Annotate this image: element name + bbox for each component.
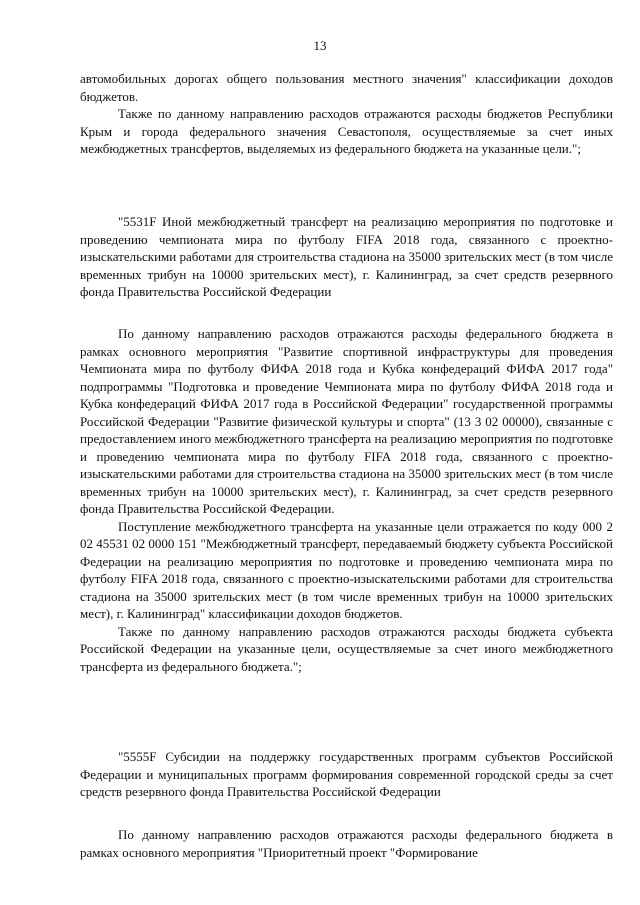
paragraph-priority-project: По данному направлению расходов отражаются расходы федерального бюджета в рамках основного мероприятия "Приоритетный проект "Формирование — [80, 827, 613, 860]
section-5531f-body — [80, 325, 613, 675]
paragraph-federal-expenses: По данному направлению расходов отражаются расходы федерального бюджета в рамках основного мероприятия "Развитие спортивной инфраструктуры для проведения Чемпионата мира по футболу ФИФА 2018 года и Кубка конфедераций ФИФА 2017 года" подпрограммы "Подготовка и проведение Чемпионата мира по футболу ФИФА 2018 года и Кубка конфедераций ФИФА 2017 года в Российской Федерации" государственной программы Российской Федерации "Развитие физической культуры и спорта" (13 3 02 00000), связанные с предоставлением иного межбюджетного трансферта на реализацию мероприятия по подготовке и проведению чемпионата мира по футболу FIFA 2018 года, связанного с проектно-изыскательскими работами для строительства стадиона на 35000 зрительских мест (в том числе временных трибун на 10000 зрительских мест), г. Калининград, за счет средств резервного фонда Правительства Российской Федерации. — [80, 326, 613, 516]
paragraph-revenue-code: Поступление межбюджетного трансферта на указанные цели отражается по коду 000 2 02 45531 02 0000 151 "Межбюджетный трансферт, передаваемый бюджету субъекта Российской Федерации на реализацию мероприятия по подготовке и проведению чемпионата мира по футболу FIFA 2018 года, связанного с проектно-изыскательскими работами для строительства стадиона на 35000 зрительских мест (в том числе временных трибун на 10000 зрительских мест), г. Калининград" классификации доходов бюджетов. — [80, 518, 613, 621]
section-heading-5555f — [80, 748, 613, 801]
section-intro — [80, 70, 613, 158]
paragraph-crimea-sevastopol: Также по данному направлению расходов отражаются расходы бюджетов Республики Крым и города федерального значения Севастополя, осуществляемые за счет иных межбюджетных трансфертов, выделяемых из федерального бюджета на указанные цели."; — [80, 106, 613, 156]
paragraph-continuation: автомобильных дорогах общего пользования местного значения" классификации доходов бюджетов. — [80, 71, 613, 104]
section-heading-5531f — [80, 213, 613, 301]
heading-5531f: "5531F Иной межбюджетный трансферт на реализацию мероприятия по подготовке и проведению чемпионата мира по футболу FIFA 2018 года, связанного с проектно-изыскательскими работами для строительства стадиона на 35000 зрительских мест (в том числе временных трибун на 10000 зрительских мест), г. Калининград, за счет средств резервного фонда Правительства Российской Федерации — [80, 214, 613, 299]
heading-5555f: "5555F Субсидии на поддержку государственных программ субъектов Российской Федерации и муниципальных программ формирования современной городской среды за счет средств резервного фонда Правительства Российской Федерации — [80, 749, 613, 799]
page-number: 13 — [313, 38, 327, 53]
section-5555f-body — [80, 826, 613, 861]
paragraph-subject-expenses: Также по данному направлению расходов отражаются расходы бюджета субъекта Российской Федерации на указанные цели, осуществляемые за счет иного межбюджетного трансферта из федерального бюджета."; — [80, 623, 613, 674]
